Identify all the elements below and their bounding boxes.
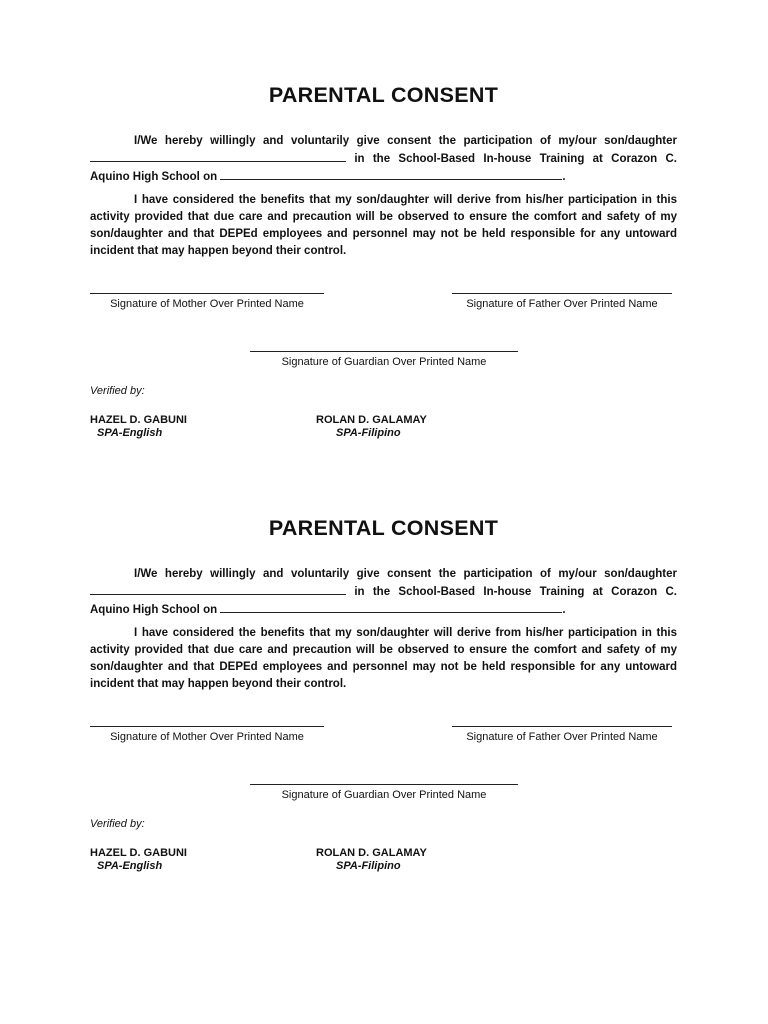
consent-text-start: I/We hereby willingly and voluntarily give consent the participation of my/our son/daughter: [134, 135, 677, 147]
guardian-signature-block: [250, 778, 518, 801]
mother-signature-line[interactable]: [90, 720, 324, 727]
verified-by-label: Verified by:: [90, 385, 145, 397]
verifier-2: [316, 414, 427, 439]
consent-paragraph: [90, 133, 677, 186]
form-title: PARENTAL CONSENT: [268, 83, 499, 107]
father-signature-block: [452, 287, 672, 310]
father-signature-line[interactable]: [452, 720, 672, 727]
verified-by-label: Verified by:: [90, 818, 145, 830]
mother-signature-block: [90, 720, 324, 743]
consent-text-start: I/We hereby willingly and voluntarily give consent the participation of my/our son/daughter: [134, 568, 677, 580]
consent-form-1: [90, 80, 677, 448]
consent-text-middle: in the School-Based In-house Training at Corazon C. Aquino High School on: [90, 153, 677, 183]
parent-signature-row: [90, 720, 677, 770]
benefits-paragraph: I have considered the benefits that my son/daughter will derive from his/her participation in this activity provided that due care and precaution will be observed to ensure the comfort and safety of my son/daughter and that DEPEd employees and personnel may not be held responsible for any untoward incident that may happen beyond their control.: [90, 194, 677, 257]
guardian-signature-row: [90, 778, 677, 818]
father-signature-label: Signature of Father Over Printed Name: [466, 298, 658, 310]
verifier-role: SPA-Filipino: [336, 427, 401, 439]
date-blank[interactable]: [220, 601, 562, 613]
mother-signature-label: Signature of Mother Over Printed Name: [110, 298, 304, 310]
form-title: PARENTAL CONSENT: [268, 516, 499, 540]
verifier-name: HAZEL D. GABUNI: [90, 847, 187, 859]
mother-signature-label: Signature of Mother Over Printed Name: [110, 731, 304, 743]
verifier-1: [90, 847, 187, 872]
verifier-name: ROLAN D. GALAMAY: [316, 414, 427, 426]
verifier-1: [90, 414, 187, 439]
child-name-blank[interactable]: [90, 150, 346, 162]
date-blank[interactable]: [220, 168, 562, 180]
father-signature-label: Signature of Father Over Printed Name: [466, 731, 658, 743]
mother-signature-block: [90, 287, 324, 310]
parent-signature-row: [90, 287, 677, 337]
guardian-signature-label: Signature of Guardian Over Printed Name: [281, 356, 487, 368]
verifier-role: SPA-Filipino: [336, 860, 401, 872]
verifiers: [90, 414, 677, 448]
verifier-name: ROLAN D. GALAMAY: [316, 847, 427, 859]
consent-paragraph: [90, 566, 677, 619]
guardian-signature-line[interactable]: [250, 345, 518, 352]
verifier-role: SPA-English: [97, 427, 163, 439]
father-signature-block: [452, 720, 672, 743]
verifier-2: [316, 847, 427, 872]
guardian-signature-row: [90, 345, 677, 385]
verifier-name: HAZEL D. GABUNI: [90, 414, 187, 426]
verifiers: [90, 847, 677, 881]
consent-form-2: [90, 513, 677, 881]
child-name-blank[interactable]: [90, 583, 346, 595]
guardian-signature-block: [250, 345, 518, 368]
verifier-role: SPA-English: [97, 860, 163, 872]
guardian-signature-label: Signature of Guardian Over Printed Name: [281, 789, 487, 801]
guardian-signature-line[interactable]: [250, 778, 518, 785]
father-signature-line[interactable]: [452, 287, 672, 294]
consent-text-middle: in the School-Based In-house Training at Corazon C. Aquino High School on: [90, 586, 677, 616]
consent-text-end: .: [562, 604, 566, 616]
benefits-paragraph: I have considered the benefits that my son/daughter will derive from his/her participation in this activity provided that due care and precaution will be observed to ensure the comfort and safety of my son/daughter and that DEPEd employees and personnel may not be held responsible for any untoward incident that may happen beyond their control.: [90, 627, 677, 690]
mother-signature-line[interactable]: [90, 287, 324, 294]
consent-text-end: .: [562, 171, 566, 183]
